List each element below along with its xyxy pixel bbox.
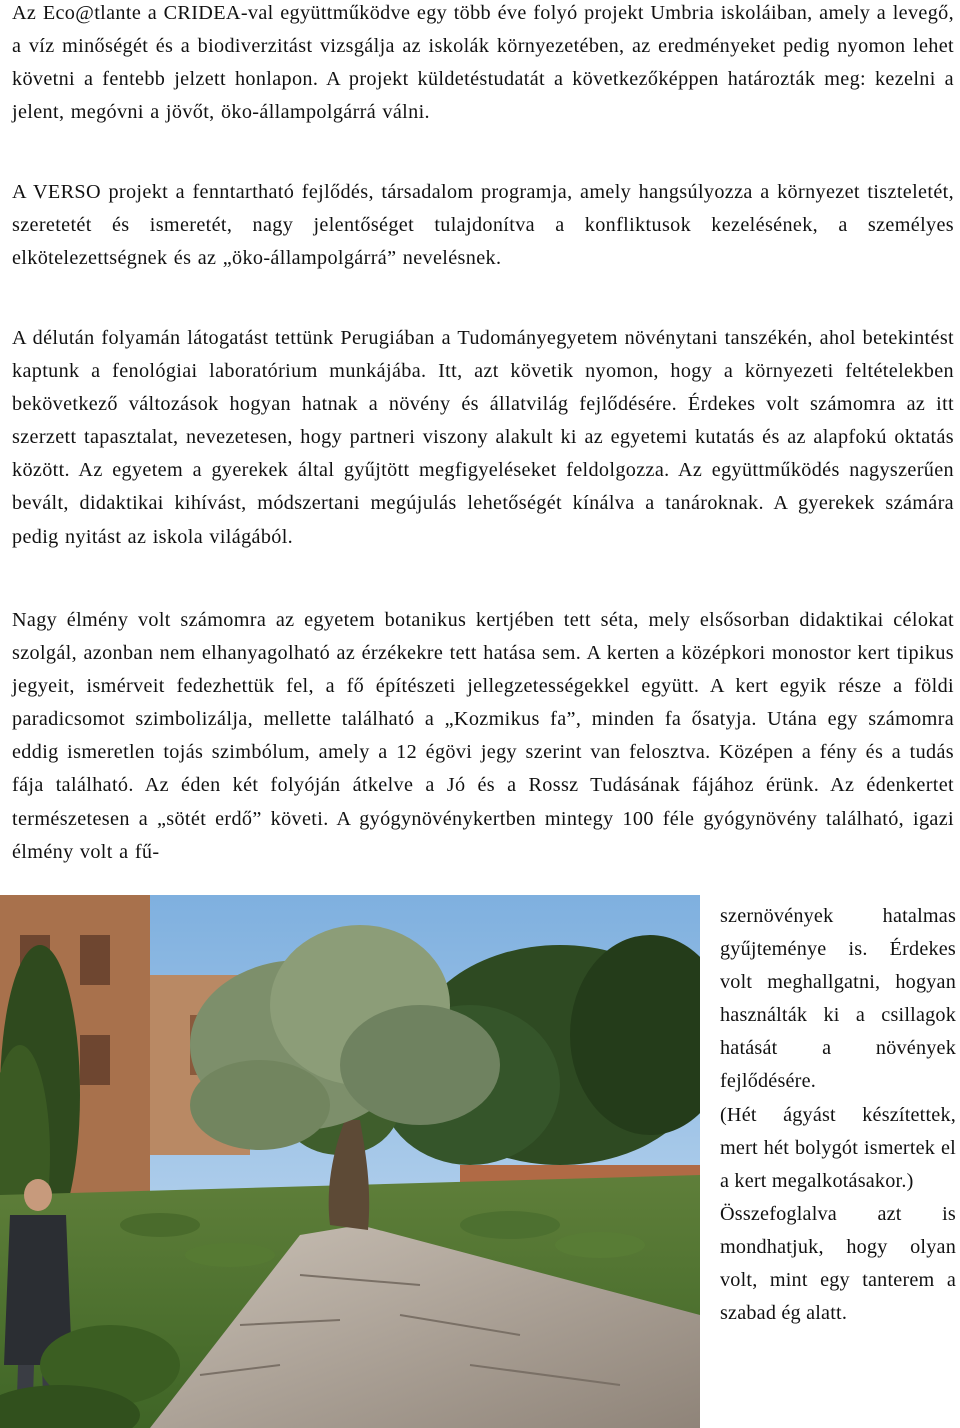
botanical-garden-photo bbox=[0, 895, 700, 1428]
wrapped-text-column bbox=[720, 900, 956, 1330]
side-paragraph-planets: (Hét ágyást készítettek, mert hét bolygót ismertek el a kert megalkotásakor.) bbox=[720, 1103, 956, 1192]
side-paragraph-summary: Összefoglalva azt is mondhatjuk, hogy olyan volt, mint egy tanterem a szabad ég alatt. bbox=[720, 1202, 956, 1325]
side-paragraph-herbs: szernövények hatalmas gyűjteménye is. Érdekes volt meghallgatni, hogyan használták ki a csillagok hatását a növények fejlődésére. bbox=[720, 905, 956, 1093]
paragraph-botanical-garden: Nagy élmény volt számomra az egyetem botanikus kertjében tett séta, mely elsősorban didaktikai célokat szolgál, azonban nem elhanyagolható az érzékekre tett hatása sem. A kerten a középkori monostor kert tipikus jegyeit, ismérveit fedezhettük fel, a fő építészeti jellegzetességekkel együtt. A kert egyik része a földi paradicsomot szimbolizálja, mellette található a „Kozmikus fa”, minden fa ősatyja. Utána egy számomra eddig ismeretlen tojás szimbólum, amely a 12 égövi jegy szerint van felosztva. Középen a fény és a tudás fája található. Az éden két folyóján átkelve a Jó és a Rossz Tudásának fájához érünk. Az édenkertet természetesen a „sötét erdő” követi. A gyógynövénykertben mintegy 100 féle gyógynövény található, igazi élmény volt a fű- bbox=[12, 609, 954, 863]
paragraph-perugia-visit: A délután folyamán látogatást tettünk Perugiában a Tudományegyetem növénytani tanszékén, ahol betekintést kaptunk a fenológiai laboratórium munkájába. Itt, azt követik nyomon, hogy a környezeti feltételekben bekövetkező változások hogyan hatnak a növény és állatvilág fejlődésére. Érdekes volt számomra az itt szerzett tapasztalat, nevezetesen, hogy partneri viszony alakult ki az egyetemi kutatás és az alapfokú oktatás között. Az egyetem a gyerekek által gyűjtött megfigyeléseket feldolgozza. Az együttműködés nagyszerűen bevált, didaktikai kihívást, módszertani megújulás lehetőségét kínálva a tanároknak. A gyerekek számára pedig nyitást az iskola világából. bbox=[12, 327, 954, 548]
paragraph-verso-project: A VERSO projekt a fenntartható fejlődés, társadalom programja, amely hangsúlyozza a környezet tiszteletét, szeretetét és ismeretét, nagy jelentőséget tulajdonítva a konfliktusok kezelésének, a személyes elkötelezettségnek és az „öko-állampolgárrá” nevelésnek. bbox=[12, 181, 954, 270]
paragraph-ecoatlante: Az Eco@tlante a CRIDEA-val együttműködve egy több éve folyó projekt Umbria iskoláiban, amely a levegő, a víz minőségét és a biodiverzitást vizsgálja az iskolák környezetében, az eredményeket pedig nyomon lehet követni a fentebb jelzett honlapon. A projekt küldetéstudatát a következőképpen határozták meg: kezelni a jelent, megóvni a jövőt, öko-állampolgárrá válni. bbox=[12, 2, 954, 124]
